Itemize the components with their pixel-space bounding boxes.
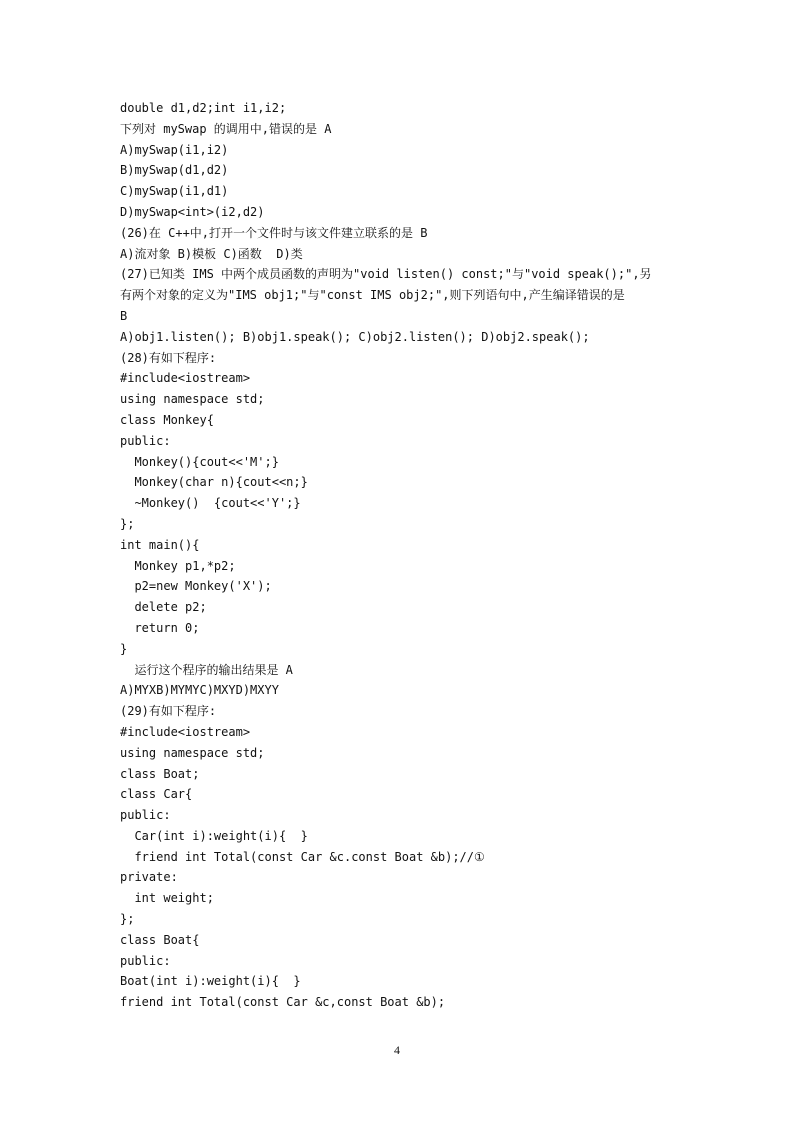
text-line: A)obj1.listen(); B)obj1.speak(); C)obj2.listen(); D)obj2.speak(); — [120, 329, 590, 344]
text-line: Car(int i):weight(i){ } — [120, 828, 308, 843]
text-line: using namespace std; — [120, 392, 265, 407]
text-line: (26)在 C++中,打开一个文件时与该文件建立联系的是 B — [120, 225, 428, 240]
text-line: B)mySwap(d1,d2) — [120, 163, 229, 178]
text-line: Monkey(){cout<<'M';} — [120, 454, 279, 469]
text-line: public: — [120, 433, 171, 448]
text-line: return 0; — [120, 620, 200, 635]
text-line: class Monkey{ — [120, 412, 214, 427]
text-line: 有两个对象的定义为"IMS obj1;"与"const IMS obj2;",则下列语句中,产生编译错误的是 — [120, 288, 625, 303]
text-line: class Boat{ — [120, 932, 200, 947]
text-line: Monkey p1,*p2; — [120, 558, 236, 573]
text-line: 下列对 mySwap 的调用中,错误的是 A — [120, 121, 332, 136]
text-line: p2=new Monkey('X'); — [120, 579, 272, 594]
text-line: }; — [120, 912, 135, 927]
text-line: C)mySwap(i1,d1) — [120, 184, 229, 199]
text-line: public: — [120, 953, 171, 968]
text-line: friend int Total(const Car &c.const Boat &b);//① — [120, 849, 485, 864]
text-line: B — [120, 308, 128, 323]
text-line: 运行这个程序的输出结果是 A — [120, 662, 293, 677]
text-line: (27)已知类 IMS 中两个成员函数的声明为"void listen() const;"与"void speak();",另 — [120, 267, 652, 282]
text-line: double d1,d2;int i1,i2; — [120, 101, 287, 115]
text-line: private: — [120, 870, 178, 885]
text-line: friend int Total(const Car &c,const Boat &b); — [120, 995, 446, 1010]
text-line: A)mySwap(i1,i2) — [120, 142, 229, 157]
text-line: class Boat; — [120, 766, 200, 781]
text-line: (28)有如下程序: — [120, 350, 217, 365]
text-line: (29)有如下程序: — [120, 704, 217, 719]
text-line: #include<iostream> — [120, 724, 251, 739]
text-line: A)流对象 B)模板 C)函数 D)类 — [120, 246, 303, 261]
text-line: using namespace std; — [120, 745, 265, 760]
text-line: #include<iostream> — [120, 371, 251, 386]
text-line: } — [120, 641, 128, 656]
text-line: public: — [120, 808, 171, 823]
text-line: delete p2; — [120, 600, 207, 615]
text-line: ~Monkey() {cout<<'Y';} — [120, 496, 301, 511]
text-line: Boat(int i):weight(i){ } — [120, 974, 301, 989]
text-line: D)mySwap<int>(i2,d2) — [120, 204, 265, 219]
text-line: }; — [120, 516, 135, 531]
text-line: Monkey(char n){cout<<n;} — [120, 475, 308, 490]
page-content — [120, 98, 680, 1013]
text-line: int weight; — [120, 891, 214, 906]
text-line: A)MYXB)MYMYC)MXYD)MXYY — [120, 683, 279, 698]
text-line: class Car{ — [120, 787, 193, 802]
text-line: int main(){ — [120, 537, 200, 552]
page-number: 4 — [394, 1043, 400, 1057]
